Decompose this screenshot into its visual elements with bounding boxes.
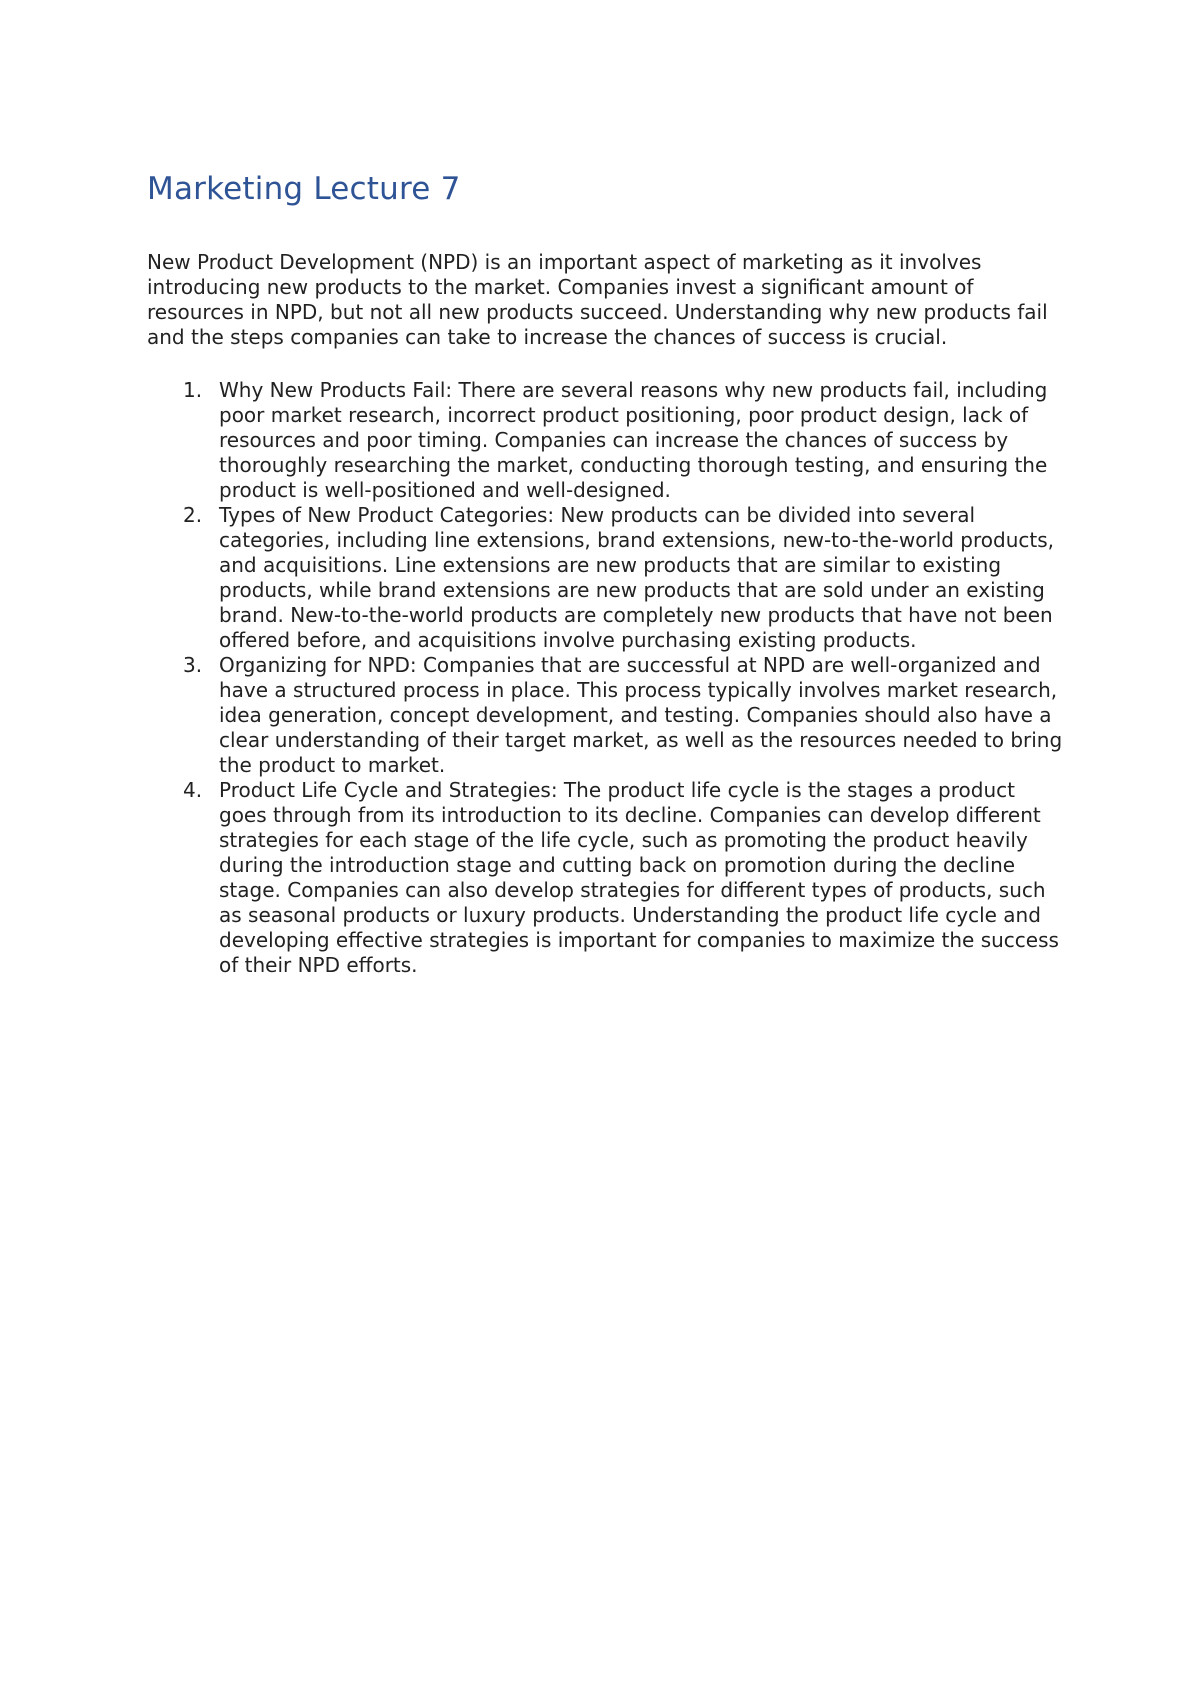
intro-paragraph: New Product Development (NPD) is an important aspect of marketing as it involves introducing new products to the market. Companies invest a significant amount of resources in NPD, but not all new products succeed. Understanding why new products fail and the steps companies can take to increase the chances of success is crucial.: [147, 250, 1048, 349]
list-item-number: 1.: [183, 378, 203, 402]
list-item-text: Why New Products Fail: There are several reasons why new products fail, including poor market research, incorrect product positioning, poor product design, lack of resources and poor timing. Companies can increase the chances of success by thoroughly researching the market, conducting thorough testing, and ensuring the product is well-positioned and well-designed.: [219, 378, 1048, 502]
list-item: [147, 653, 1067, 778]
document-title: Marketing Lecture 7: [147, 171, 461, 207]
document-content: [147, 168, 1067, 978]
list-item-text: Organizing for NPD: Companies that are successful at NPD are well-organized and have a structured process in place. This process typically involves market research, idea generation, concept development, and testing. Companies should also have a clear understanding of their target market, as well as the resources needed to bring the product to market.: [219, 653, 1063, 777]
list-item-number: 3.: [183, 653, 203, 677]
list-item: [147, 778, 1067, 978]
list-item-text: Product Life Cycle and Strategies: The product life cycle is the stages a product goes through from its introduction to its decline. Companies can develop different strategies for each stage of the life cycle, such as promoting the product heavily during the introduction stage and cutting back on promotion during the decline stage. Companies can also develop strategies for different types of products, such as seasonal products or luxury products. Understanding the product life cycle and developing effective strategies is important for companies to maximize the success of their NPD efforts.: [219, 778, 1059, 977]
list-item: [147, 503, 1067, 653]
list-item-text: Types of New Product Categories: New products can be divided into several categories, including line extensions, brand extensions, new-to-the-world products, and acquisitions. Line extensions are new products that are similar to existing products, while brand extensions are new products that are sold under an existing brand. New-to-the-world products are completely new products that have not been offered before, and acquisitions involve purchasing existing products.: [219, 503, 1054, 652]
list-item-number: 2.: [183, 503, 203, 527]
list-item-number: 4.: [183, 778, 203, 802]
numbered-list: [147, 378, 1067, 978]
list-item: [147, 378, 1067, 503]
